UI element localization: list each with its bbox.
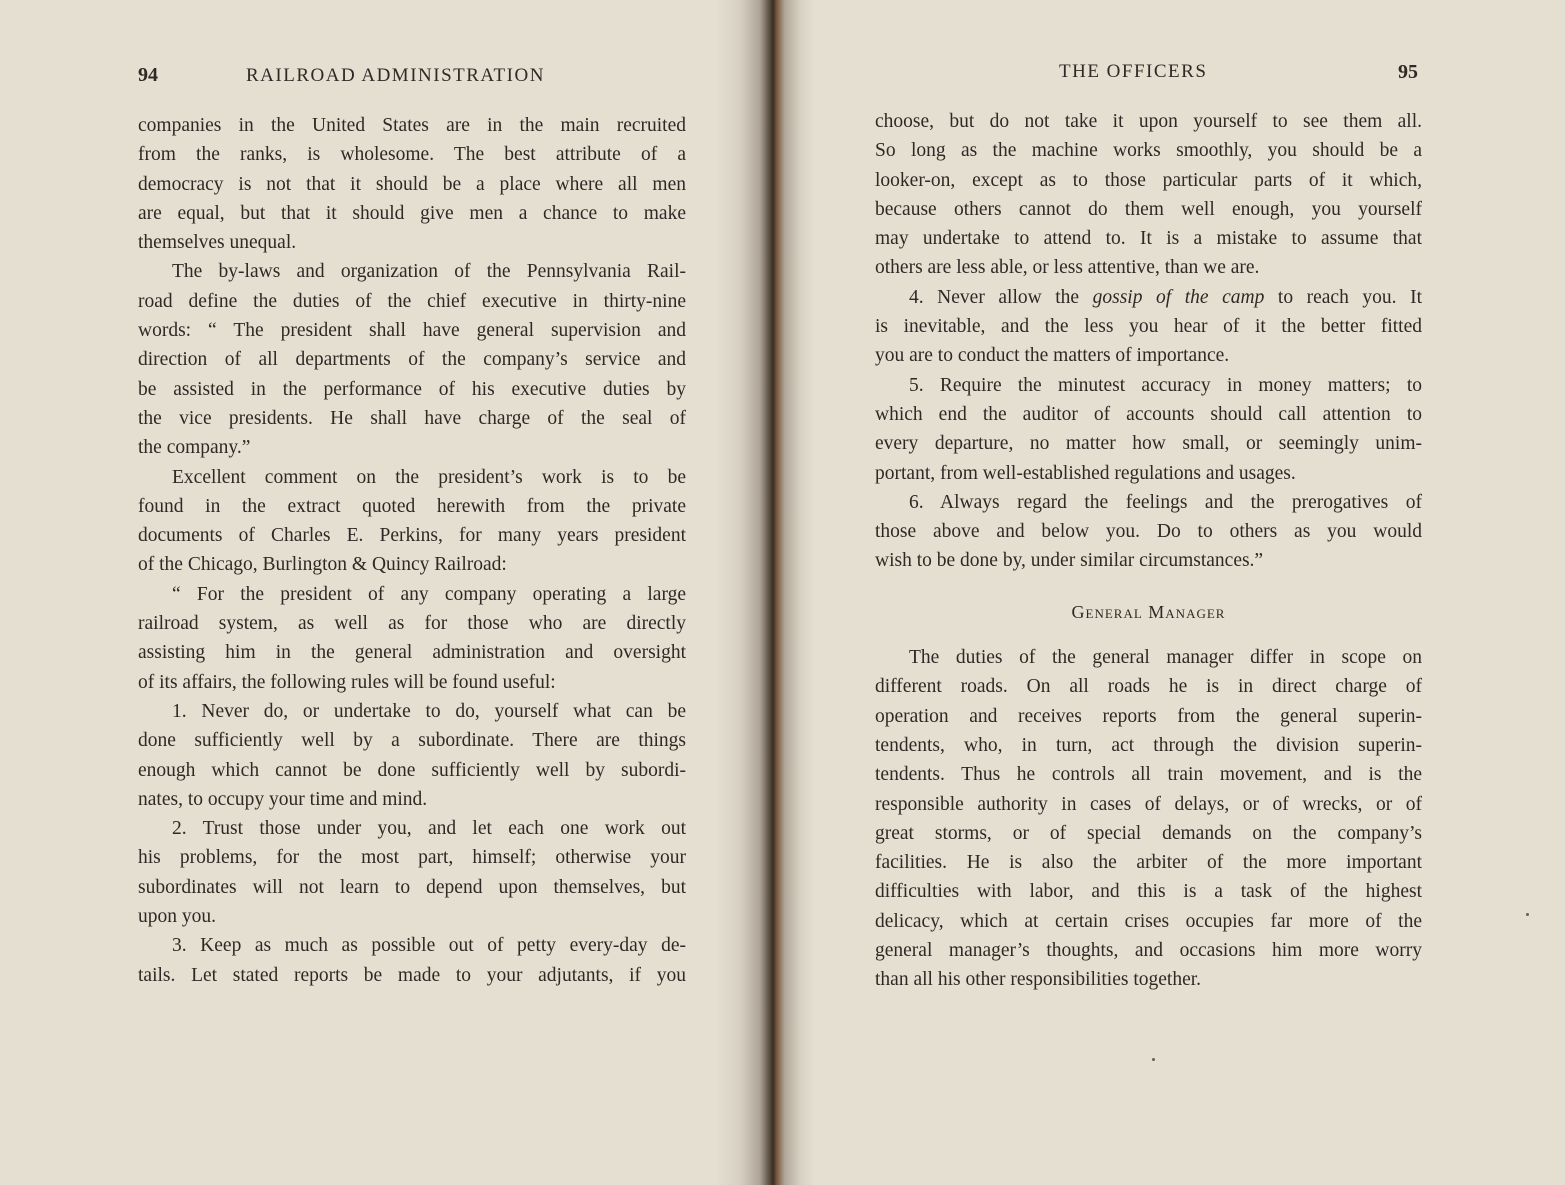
text-line: 3. Keep as much as possible out of petty every-day de- (172, 935, 686, 957)
paragraph (138, 463, 686, 580)
text-line: choose, but do not take it upon yourself to see them all. (875, 111, 1422, 132)
running-head-right: THE OFFICERS (1059, 61, 1208, 82)
paragraph (138, 931, 686, 990)
left-page-body (138, 111, 686, 990)
text-line: nates, to occupy your time and mind. (138, 788, 428, 810)
left-page (0, 0, 755, 1185)
paper-speck (1152, 1058, 1155, 1061)
paragraph (138, 814, 686, 931)
text-line: from the ranks, is wholesome. The best attribute of a (138, 144, 686, 166)
book-gutter (715, 0, 815, 1185)
text-line: because others cannot do them well enough, you yourself (875, 198, 1422, 220)
text-line: road define the duties of the chief executive in thirty-nine (138, 290, 686, 312)
text-line: wish to be done by, under similar circumstances.” (875, 550, 1264, 572)
text-line: looker-on, except as to those particular parts of it which, (875, 169, 1422, 191)
text-line: direction of all departments of the company’s service and (138, 349, 686, 371)
text-line: responsible authority in cases of delays, or of wrecks, or of (875, 793, 1422, 815)
text-line: operation and receives reports from the general superin- (875, 705, 1422, 727)
text-line: which end the auditor of accounts should call attention to (875, 403, 1422, 425)
page-number-right: 95 (1398, 61, 1418, 83)
text-line: every departure, no matter how small, or seemingly unim- (875, 433, 1422, 455)
text-line: delicacy, which at certain crises occupies far more of the (875, 910, 1422, 932)
text-line: great storms, or of special demands on the company’s (875, 822, 1422, 844)
paragraph (875, 643, 1422, 995)
text-line: of its affairs, the following rules will be found useful: (138, 671, 556, 693)
text-line: themselves unequal. (138, 232, 297, 254)
text-line: tendents, who, in turn, act through the division superin- (875, 734, 1422, 756)
text-line: railroad system, as well as for those who are directly (138, 613, 686, 635)
text-line: democracy is not that it should be a place where all men (138, 173, 686, 195)
text-line: general manager’s thoughts, and occasions him more worry (875, 940, 1422, 962)
text-line: difficulties with labor, and this is a task of the highest (875, 881, 1422, 903)
text-line: different roads. On all roads he is in direct charge of (875, 676, 1422, 698)
text-line: those above and below you. Do to others as you would (875, 521, 1422, 543)
text-line: found in the extract quoted herewith from the private (138, 495, 686, 517)
text-line: subordinates will not learn to depend upon themselves, but (138, 876, 686, 898)
text-line: the vice presidents. He shall have charge of the seal of (138, 407, 686, 429)
text-line: The duties of the general manager differ in scope on (909, 647, 1422, 669)
text-line: than all his other responsibilities together. (875, 969, 1202, 991)
paper-speck (1526, 913, 1529, 916)
text-line: you are to conduct the matters of importance. (875, 345, 1230, 367)
text-line: his problems, for the most part, himself; otherwise your (138, 847, 686, 869)
paragraph (875, 371, 1422, 488)
text-line: upon you. (138, 906, 216, 928)
paragraph (875, 107, 1422, 283)
text-line: the company.” (138, 437, 251, 459)
text-line: “ For the president of any company operating a large (172, 583, 686, 605)
paragraph (875, 283, 1422, 371)
text-line: may undertake to attend to. It is a mistake to assume that (875, 228, 1422, 250)
text-line: 6. Always regard the feelings and the prerogatives of (909, 491, 1422, 513)
text-line: 2. Trust those under you, and let each one work out (172, 818, 686, 840)
paragraph (138, 580, 686, 697)
paragraph (138, 257, 686, 462)
text-line: tendents. Thus he controls all train movement, and is the (875, 764, 1422, 786)
section-heading: General Manager (1071, 601, 1226, 622)
paragraph (875, 488, 1422, 576)
text-line: be assisted in the performance of his executive duties by (138, 378, 686, 400)
right-page (775, 0, 1565, 1185)
paragraph (138, 111, 686, 257)
text-line: portant, from well-established regulations and usages. (875, 462, 1296, 484)
paragraph (138, 697, 686, 814)
text-line: The by-laws and organization of the Pennsylvania Rail- (172, 261, 686, 283)
text-line: are equal, but that it should give men a chance to make (138, 202, 686, 224)
text-line: documents of Charles E. Perkins, for many years president (138, 525, 686, 547)
text-line: 5. Require the minutest accuracy in money matters; to (909, 374, 1422, 396)
text-line: 4. Never allow the gossip of the camp to reach you. It (909, 286, 1422, 308)
text-line: enough which cannot be done sufficiently well by subordi- (138, 759, 686, 781)
text-line: Excellent comment on the president’s work is to be (172, 466, 686, 488)
text-line: facilities. He is also the arbiter of the more important (875, 852, 1422, 874)
text-line: assisting him in the general administration and oversight (138, 642, 686, 664)
text-line: companies in the United States are in the main recruited (138, 115, 686, 136)
page-number-left: 94 (138, 64, 158, 86)
text-line: 1. Never do, or undertake to do, yourself what can be (172, 700, 686, 722)
text-line: others are less able, or less attentive, than we are. (875, 257, 1260, 279)
text-line: of the Chicago, Burlington & Quincy Railroad: (138, 554, 507, 576)
text-line: words: “ The president shall have general supervision and (138, 320, 686, 342)
running-head-left: RAILROAD ADMINISTRATION (246, 65, 545, 86)
text-line: done sufficiently well by a subordinate. There are things (138, 730, 686, 752)
right-page-body (875, 107, 1422, 995)
text-line: tails. Let stated reports be made to your adjutants, if you (138, 964, 686, 986)
text-line: is inevitable, and the less you hear of it the better fitted (875, 316, 1422, 338)
text-line: So long as the machine works smoothly, you should be a (875, 140, 1422, 162)
